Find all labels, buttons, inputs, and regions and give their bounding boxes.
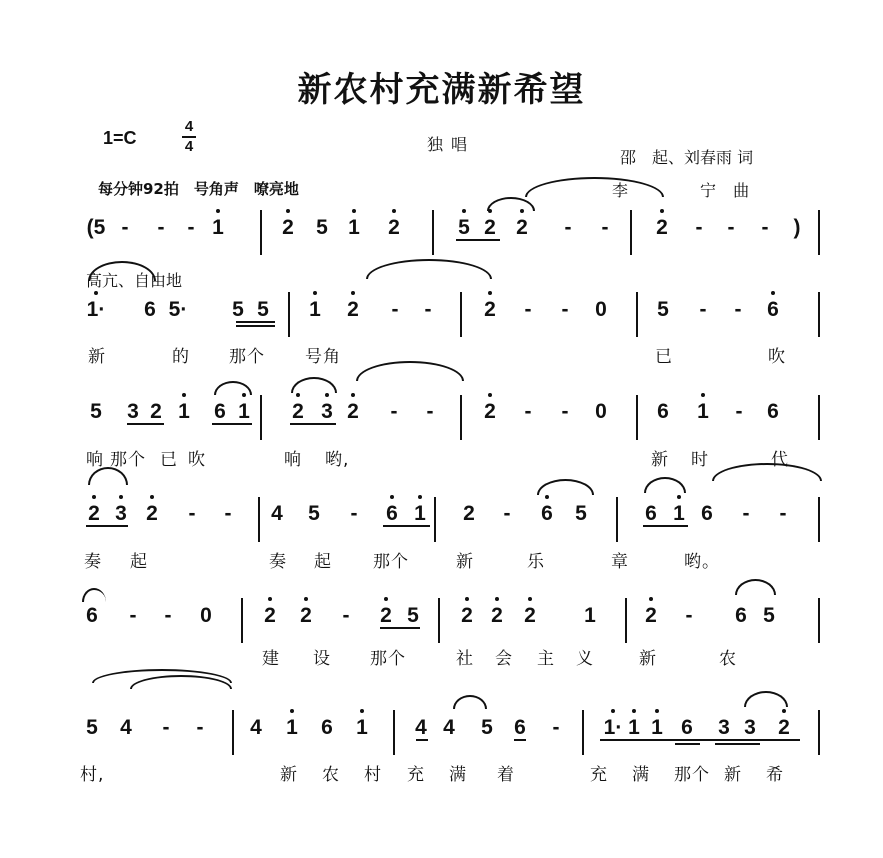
- jianpu-note: -: [350, 502, 358, 525]
- jianpu-note: -: [424, 298, 432, 321]
- jianpu-note: 5: [657, 298, 669, 321]
- jianpu-note: 3: [718, 716, 730, 739]
- jianpu-note: 2: [150, 400, 162, 423]
- duration-underline: [643, 525, 688, 527]
- jianpu-note: 1: [414, 502, 426, 525]
- bar-line: [636, 292, 638, 337]
- jianpu-note: 6: [645, 502, 657, 525]
- jianpu-note: 5: [232, 298, 244, 321]
- lyric-syllable: 那个: [373, 552, 409, 572]
- lyric-syllable: 农: [322, 765, 340, 785]
- jianpu-note: -: [734, 298, 742, 321]
- jianpu-note: 6: [767, 298, 779, 321]
- key-signature: 1=C: [103, 128, 137, 148]
- jianpu-note: -: [164, 604, 172, 627]
- jianpu-note: -: [761, 216, 769, 239]
- jianpu-note: 6: [735, 604, 747, 627]
- octave-dot: [352, 209, 356, 213]
- octave-dot: [611, 709, 615, 713]
- jianpu-note: 1: [651, 716, 663, 739]
- jianpu-note: 6: [214, 400, 226, 423]
- jianpu-note: 6: [681, 716, 693, 739]
- lyric-syllable: 着: [497, 765, 515, 785]
- octave-dot: [351, 393, 355, 397]
- octave-dot: [465, 597, 469, 601]
- duration-underline: [212, 423, 252, 425]
- bar-line: [258, 497, 260, 542]
- tie-slur: [487, 197, 535, 211]
- jianpu-note: 5: [407, 604, 419, 627]
- jianpu-note: 1: [348, 216, 360, 239]
- lyric-syllable: 满: [632, 765, 650, 785]
- duration-underline: [380, 627, 420, 629]
- jianpu-note: 2: [516, 216, 528, 239]
- lyric-syllable: 充: [590, 765, 608, 785]
- octave-dot: [182, 393, 186, 397]
- jianpu-note: 2: [347, 400, 359, 423]
- jianpu-note: 2: [484, 298, 496, 321]
- octave-dot: [150, 495, 154, 499]
- jianpu-note: 2: [146, 502, 158, 525]
- jianpu-note: -: [188, 502, 196, 525]
- jianpu-note: -: [390, 400, 398, 423]
- lyric-syllable: 新: [280, 765, 298, 785]
- jianpu-note: 5: [308, 502, 320, 525]
- octave-dot: [92, 495, 96, 499]
- jianpu-note: -: [552, 716, 560, 739]
- tie-slur: [744, 691, 788, 707]
- jianpu-note: 1: [178, 400, 190, 423]
- bar-line: [625, 598, 627, 643]
- lyric-syllable: 社: [456, 649, 474, 669]
- bar-line: [582, 710, 584, 755]
- jianpu-note: 2: [264, 604, 276, 627]
- jianpu-note: 4: [271, 502, 283, 525]
- jianpu-note: -: [342, 604, 350, 627]
- octave-dot: [286, 209, 290, 213]
- lyric-syllable: 建: [262, 649, 280, 669]
- lyric-syllable: 奏: [84, 552, 102, 572]
- jianpu-note: 3: [321, 400, 333, 423]
- jianpu-note: 6: [657, 400, 669, 423]
- octave-dot: [268, 597, 272, 601]
- jianpu-note: 1: [238, 400, 250, 423]
- lyricist-credit: 邵 起、刘春雨 词: [620, 148, 754, 167]
- time-signature-top: 4: [184, 118, 194, 135]
- jianpu-note: -: [524, 400, 532, 423]
- jianpu-note: -: [157, 216, 165, 239]
- jianpu-note: -: [196, 716, 204, 739]
- jianpu-note: -: [524, 298, 532, 321]
- jianpu-note: 6: [514, 716, 526, 739]
- bar-line: [460, 292, 462, 337]
- jianpu-note: 1: [286, 716, 298, 739]
- jianpu-note: 2: [292, 400, 304, 423]
- jianpu-note: 6: [86, 604, 98, 627]
- jianpu-note: 2: [388, 216, 400, 239]
- jianpu-note: 2: [347, 298, 359, 321]
- lyric-syllable: 响: [86, 450, 104, 470]
- bar-line: [432, 210, 434, 255]
- octave-dot: [488, 393, 492, 397]
- jianpu-note: 5: [86, 716, 98, 739]
- duration-underline: [236, 325, 275, 327]
- lyric-syllable: 农: [719, 649, 737, 669]
- jianpu-note: -: [121, 216, 129, 239]
- jianpu-note: 6: [144, 298, 156, 321]
- time-signature: [180, 118, 198, 156]
- lyric-syllable: 义: [576, 649, 594, 669]
- jianpu-note: -: [601, 216, 609, 239]
- tie-slur: [88, 261, 156, 281]
- lyric-syllable: 那个: [370, 649, 406, 669]
- jianpu-note: 6: [767, 400, 779, 423]
- page-title: 新农村充满新希望: [297, 70, 586, 110]
- lyric-syllable: 会: [495, 649, 513, 669]
- jianpu-note: -: [564, 216, 572, 239]
- jianpu-note: 2: [484, 400, 496, 423]
- jianpu-note: -: [426, 400, 434, 423]
- jianpu-note: 1: [356, 716, 368, 739]
- lyric-syllable: 设: [313, 649, 331, 669]
- jianpu-note: -: [129, 604, 137, 627]
- bar-line: [818, 210, 820, 255]
- duration-underline: [416, 739, 428, 741]
- jianpu-note: 6: [386, 502, 398, 525]
- lyric-syllable: 奏: [269, 552, 287, 572]
- jianpu-note: 1: [584, 604, 596, 627]
- octave-dot: [649, 597, 653, 601]
- jianpu-note: 6: [321, 716, 333, 739]
- jianpu-note: 4: [250, 716, 262, 739]
- octave-dot: [390, 495, 394, 499]
- tie-slur: [644, 477, 686, 493]
- lyric-syllable: 起: [314, 552, 332, 572]
- duration-underline: [236, 321, 275, 323]
- jianpu-note: 2: [300, 604, 312, 627]
- bar-line: [393, 710, 395, 755]
- jianpu-note: 6: [541, 502, 553, 525]
- lyric-syllable: 章: [611, 552, 629, 572]
- jianpu-note: 2: [380, 604, 392, 627]
- duration-underline: [600, 739, 800, 741]
- lyric-syllable: 代: [771, 450, 789, 470]
- jianpu-note: -: [224, 502, 232, 525]
- octave-dot: [418, 495, 422, 499]
- tie-continuation: [82, 588, 106, 602]
- duration-underline: [456, 239, 500, 241]
- tempo-marking: 每分钟92拍 号角声 嘹亮地: [98, 180, 299, 198]
- bar-line: [818, 497, 820, 542]
- jianpu-note: 6: [701, 502, 713, 525]
- bar-line: [438, 598, 440, 643]
- lyric-syllable: 新: [651, 450, 669, 470]
- tie-slur: [366, 259, 492, 279]
- jianpu-note: 1: [309, 298, 321, 321]
- jianpu-note: 5: [763, 604, 775, 627]
- lyric-syllable: 主: [537, 649, 555, 669]
- jianpu-note: 5: [90, 400, 102, 423]
- octave-dot: [660, 209, 664, 213]
- performance-mode: 独唱: [427, 135, 476, 154]
- lyric-syllable: 那个: [110, 450, 146, 470]
- octave-dot: [325, 393, 329, 397]
- duration-underline: [514, 739, 526, 741]
- jianpu-note: 4: [443, 716, 455, 739]
- jianpu-note: 3: [115, 502, 127, 525]
- jianpu-note: 1: [697, 400, 709, 423]
- lyric-syllable: 乐: [527, 552, 545, 572]
- jianpu-note: 2: [491, 604, 503, 627]
- octave-dot: [701, 393, 705, 397]
- lyric-syllable: 新: [639, 649, 657, 669]
- octave-dot: [782, 709, 786, 713]
- tie-slur: [537, 479, 594, 495]
- lyric-syllable: 新: [724, 765, 742, 785]
- jianpu-note: 1: [212, 216, 224, 239]
- jianpu-note: 5: [575, 502, 587, 525]
- lyric-syllable: 希: [766, 765, 784, 785]
- bar-line: [232, 710, 234, 755]
- jianpu-note: -: [742, 502, 750, 525]
- jianpu-note: 3: [744, 716, 756, 739]
- time-signature-bottom: 4: [184, 138, 194, 155]
- jianpu-note: -: [503, 502, 511, 525]
- jianpu-note: 4: [415, 716, 427, 739]
- bar-line: [818, 395, 820, 440]
- jianpu-note: ): [793, 216, 801, 239]
- lyric-syllable: 的: [172, 347, 190, 367]
- jianpu-note: -: [735, 400, 743, 423]
- octave-dot: [462, 209, 466, 213]
- octave-dot: [313, 291, 317, 295]
- jianpu-note: 2: [645, 604, 657, 627]
- jianpu-note: 0: [595, 400, 607, 423]
- jianpu-note: 2: [282, 216, 294, 239]
- tie-slur: [214, 381, 252, 395]
- jianpu-note: 3: [127, 400, 139, 423]
- tie-slur: [453, 695, 487, 709]
- octave-dot: [304, 597, 308, 601]
- octave-dot: [119, 495, 123, 499]
- jianpu-note: (5: [86, 216, 106, 239]
- octave-dot: [94, 291, 98, 295]
- lyric-syllable: 已: [655, 347, 673, 367]
- jianpu-note: -: [162, 716, 170, 739]
- bar-line: [460, 395, 462, 440]
- lyric-syllable: 响: [284, 450, 302, 470]
- lyric-syllable: 时: [691, 450, 709, 470]
- octave-dot: [632, 709, 636, 713]
- lyric-syllable: 号角: [305, 347, 341, 367]
- octave-dot: [677, 495, 681, 499]
- jianpu-note: 2: [778, 716, 790, 739]
- jianpu-note: 4: [120, 716, 132, 739]
- jianpu-note: -: [561, 400, 569, 423]
- jianpu-note: 5: [257, 298, 269, 321]
- lyric-syllable: 那个: [229, 347, 265, 367]
- duration-underline: [290, 423, 336, 425]
- tie-slur: [712, 463, 822, 481]
- lyric-syllable: 已: [160, 450, 178, 470]
- duration-underline: [383, 525, 430, 527]
- bar-line: [288, 292, 290, 337]
- lyric-syllable: 村: [364, 765, 382, 785]
- jianpu-note: 1·: [86, 298, 106, 321]
- lyric-syllable: 新: [88, 347, 106, 367]
- lyric-syllable: 起: [130, 552, 148, 572]
- octave-dot: [392, 209, 396, 213]
- lyric-syllable: 那个: [674, 765, 710, 785]
- section-expression: 高亢、自由地: [86, 271, 183, 290]
- octave-dot: [488, 291, 492, 295]
- bar-line: [616, 497, 618, 542]
- bar-line: [260, 395, 262, 440]
- bar-line: [818, 710, 820, 755]
- bar-line: [630, 210, 632, 255]
- jianpu-note: -: [391, 298, 399, 321]
- octave-dot: [360, 709, 364, 713]
- lyric-syllable: 新: [456, 552, 474, 572]
- jianpu-note: 0: [595, 298, 607, 321]
- duration-underline: [127, 423, 164, 425]
- octave-dot: [351, 291, 355, 295]
- tie-slur: [291, 377, 337, 393]
- jianpu-note: 1·: [603, 716, 623, 739]
- bar-line: [260, 210, 262, 255]
- octave-dot: [384, 597, 388, 601]
- duration-underline: [86, 525, 128, 527]
- lyric-syllable: 村,: [80, 765, 105, 785]
- lyric-syllable: 哟。: [684, 552, 720, 572]
- jianpu-note: 2: [461, 604, 473, 627]
- jianpu-note: 1: [673, 502, 685, 525]
- jianpu-note: 2: [484, 216, 496, 239]
- jianpu-note: 0: [200, 604, 212, 627]
- bar-line: [818, 292, 820, 337]
- octave-dot: [296, 393, 300, 397]
- jianpu-note: 2: [88, 502, 100, 525]
- tie-slur: [735, 579, 776, 595]
- octave-dot: [495, 597, 499, 601]
- jianpu-note: 5·: [168, 298, 188, 321]
- octave-dot: [216, 209, 220, 213]
- octave-dot: [545, 495, 549, 499]
- bar-line: [241, 598, 243, 643]
- jianpu-note: -: [561, 298, 569, 321]
- lyric-syllable: 充: [407, 765, 425, 785]
- lyric-syllable: 吹: [188, 450, 206, 470]
- bar-line: [434, 497, 436, 542]
- jianpu-note: 5: [481, 716, 493, 739]
- jianpu-note: 2: [656, 216, 668, 239]
- jianpu-note: 1: [628, 716, 640, 739]
- lyric-syllable: 满: [449, 765, 467, 785]
- lyric-syllable: 哟,: [325, 450, 350, 470]
- octave-dot: [528, 597, 532, 601]
- jianpu-note: -: [685, 604, 693, 627]
- jianpu-note: -: [187, 216, 195, 239]
- tie-slur: [356, 361, 464, 381]
- octave-dot: [771, 291, 775, 295]
- octave-dot: [655, 709, 659, 713]
- bar-line: [818, 598, 820, 643]
- bar-line: [636, 395, 638, 440]
- composer-credit: 李 宁 曲: [612, 181, 756, 200]
- jianpu-note: 5: [458, 216, 470, 239]
- duration-underline: [715, 743, 760, 745]
- jianpu-note: 5: [316, 216, 328, 239]
- jianpu-note: 2: [463, 502, 475, 525]
- jianpu-note: 2: [524, 604, 536, 627]
- jianpu-note: -: [699, 298, 707, 321]
- jianpu-note: -: [779, 502, 787, 525]
- octave-dot: [290, 709, 294, 713]
- duration-underline: [675, 743, 700, 745]
- lyric-syllable: 吹: [768, 347, 786, 367]
- jianpu-note: -: [727, 216, 735, 239]
- jianpu-note: -: [695, 216, 703, 239]
